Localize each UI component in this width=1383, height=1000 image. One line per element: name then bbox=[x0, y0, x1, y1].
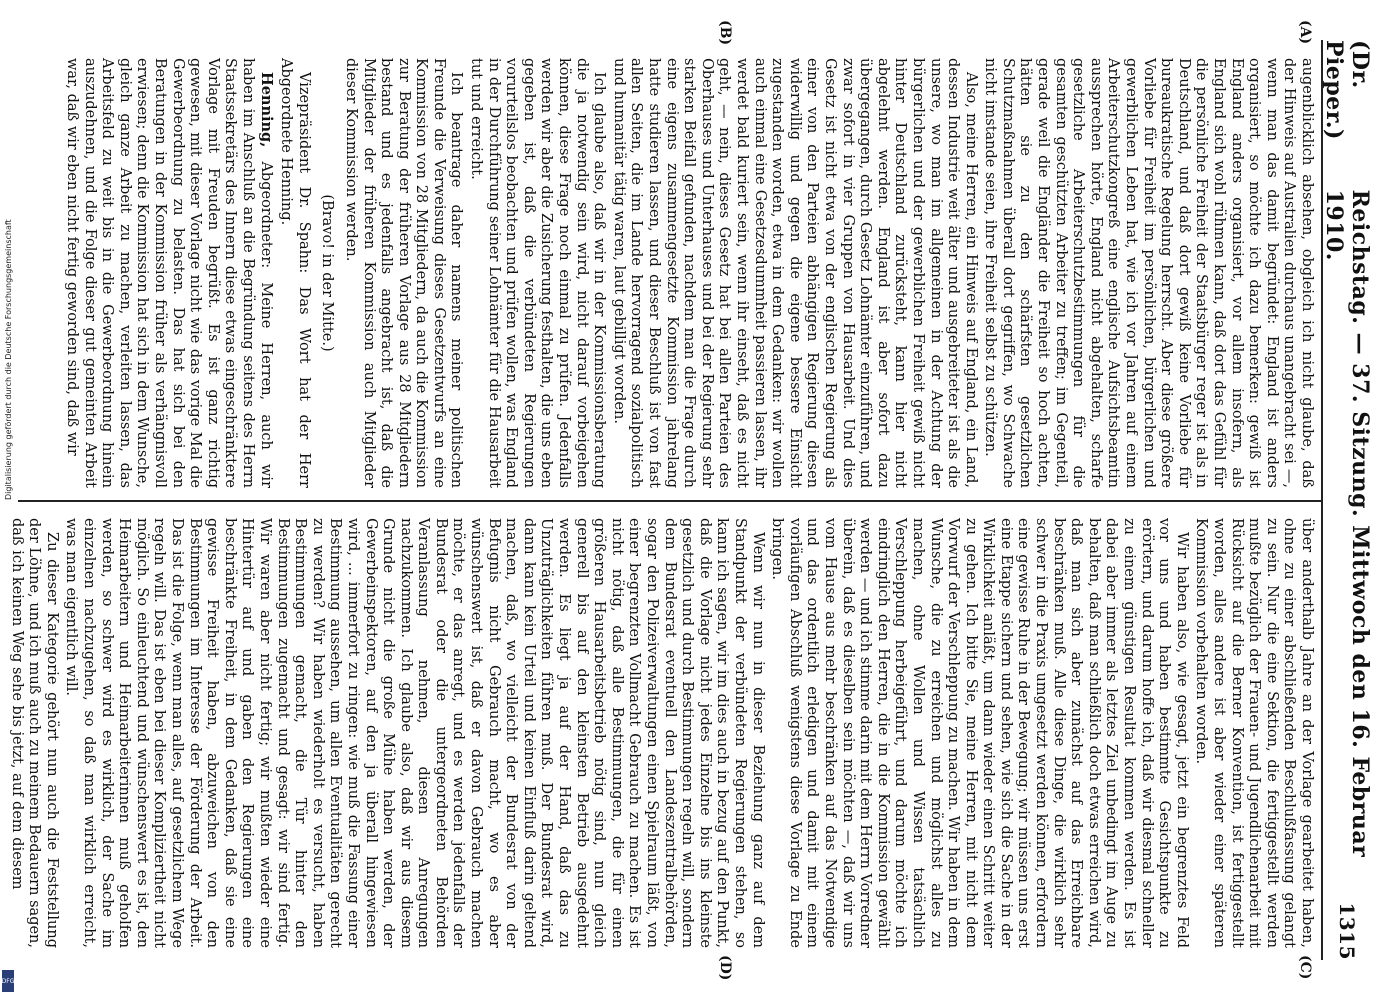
margin-mark-c: (C) bbox=[1297, 955, 1313, 980]
margin-mark-a: (A) bbox=[1297, 20, 1313, 45]
margin-mark-d: (D) bbox=[717, 955, 733, 981]
paragraph: über anderthalb Jahre an der Vorlage gearbeitet haben, ohne zu einer abschließenden Beschlußfassung gelangt zu sein. Nur die eine Sektion, die fertiggestellt werden mußte bezüglich der Frauen- und Jugendlichenarbeit mit Rücksicht auf die Berner Konvention, ist fertiggestellt worden, alles andere ist aber wieder einer späteren Kommission vorbehalten worden. bbox=[1193, 518, 1315, 948]
speech-text: Abgeordneter: Meine Herren, auch wir haben im Anschluß an die Begründung seitens des Herrn Staatssekretärs des Innern diese etwas eingeschränktere Vorlage mit Freuden begrüßt. Es ist ganz richtig gewesen, mit dieser Vorlage nicht wie das vorige Mal die Gewerbeordnung zu belasten. Das hat sich bei den Beratungen in der Kommission früher als verhängnisvoll erwiesen; denn die Kommission hat sich in dem Wunsche, gleich ganze Arbeit zu machen, verleiten lassen, das Arbeitsfeld zu weit bis in die Gewerbeordnung hinein auszudehnen, und die Folge dieser gut gemeinten Arbeit war, daß wir eben nicht fertig geworden sind, daß wir bbox=[64, 58, 274, 488]
page-number: 1315 bbox=[1335, 902, 1359, 960]
paragraph: Ich beantrage daher namens meiner politischen Freunde die Verweisung dieses Gesetzentwurfs an eine Kommission von 28 Mitgliedern, da auch die Kommission zur Beratung der früheren Vorlage aus 28 Mitgliedern bestand und es jedenfalls angebracht ist, daß die Mitglieder der früheren Kommission auch Mitglieder dieser Kommission werden. bbox=[342, 58, 465, 488]
speech-paragraph bbox=[62, 58, 274, 488]
header-left: (Dr. Pieper.) bbox=[1321, 40, 1373, 140]
speaker-name: Henning, bbox=[257, 72, 275, 148]
paragraph: Ich glaube also, daß wir in der Kommissionsberatung die ja notwendig sein wird, nicht darauf vorbeigehen können, diese Frage noch einmal zu prüfen. Jedenfalls werden wir aber die Zusicherung festhalten, die uns eben gegeben ist, daß die verbündeten Regierungen vorurteilslos beobachten und prüfen wollen, was England in der Durchführung seiner Lohnämter für die Hausarbeit tut und erreicht. bbox=[468, 58, 608, 488]
paragraph: Vizepräsident Dr. Spahn: Das Wort hat der Herr Abgeordnete Henning. bbox=[278, 58, 312, 488]
dfg-logo: DFG bbox=[2, 970, 14, 992]
paragraph: Zu dieser Kategorie gehört nun auch die Feststellung der Löhne, und ich muß auch zu meinem Bedauern sagen, daß ich keinen Weg sehe bis jetzt, auf dem diesem bbox=[8, 518, 60, 948]
paragraph: augenblicklich absehen, obgleich ich nicht glaube, daß der Hinweis auf Australien durchaus unangebracht sei —, wenn man das damit begründet: England ist anders organisiert, so möchte ich dazu bemerken: gewiß ist England anders organisiert, vor allem insofern, als England sich wohl rühmen kann, daß dort das Gefühl für die persönliche Freiheit der Staatsbürger reger ist als in Deutschland, und daß dort gewiß keine Vorliebe für bureaukratische Regelung herrscht. Aber diese größere Vorliebe für Freiheit im persönlichen, bürgerlichen und gewerblichen Leben hat, wie ich vor Jahren auf einem Arbeiterschutzkongreß eine englische Aufsichtsbeamtin aussprechen hörte, England nicht abgehalten, scharfe gesetzliche Arbeiterschutzbestimmungen für die gesamten geschützten Arbeiter zu treffen; im Gegenteil, gerade weil die Engländer die Freiheit so hoch achten, hätten sie zu den schärfsten gesetzlichen Schutzmaßnahmen überall dort gegriffen, wo Schwache nicht imstande seien, ihre Freiheit selbst zu schützen. bbox=[982, 58, 1315, 488]
left-column bbox=[20, 58, 1315, 488]
header-title: Reichstag. — 37. Sitzung. Mittwoch den 16. Februar 1910. bbox=[1321, 189, 1373, 858]
page-header bbox=[1321, 40, 1373, 960]
paragraph: Also, meine Herren, ein Hinweis auf England, ein Land, dessen Industrie weit älter und ausgebreiteter ist als die unsere, wo man im allgemeinen in der Achtung der bürgerlichen und der gewerblichen Freiheit gewiß nicht hinter Deutschland zurücksteht, kann hier nicht abgelehnt werden. England ist aber sofort dazu übergegangen, durch Gesetz Lohnämter einzuführen, und zwar sofort in vier Gruppen von Hausarbeit. Und dies Gesetz ist nicht etwa von der englischen Regierung als einer von den Parteien abhängigen Regierung diesen widerwillig und gegen die eigene bessere Einsicht zugestanden worden, etwa in dem Gedanken: wir wollen auch einmal eine Gesetzesdummheit passieren lassen, ihr werdet bald kuriert sein, wenn ihr einseht, daß es nicht geht, — nein, dieses Gesetz hat bei allen Parteien des Oberhauses und Unterhauses und bei der Regierung sehr starken Beifall gefunden, nachdem man die Frage durch eine eigens zusammengesetzte Kommission jahrelang hatte studieren lassen, und dieser Beschluß ist von fast allen Seiten, die im Lande hervorragend sozialpolitisch und humanitär tätig waren, laut gebilligt worden. bbox=[610, 58, 979, 488]
margin-mark-b: (B) bbox=[717, 20, 733, 46]
paragraph: Wir haben also, wie gesagt, jetzt ein begrenztes Feld vor uns und haben bestimmte Gesichtspunkte zu erörtern, und darum hoffe ich, daß wir diesmal schneller zu einem günstigen Resultat kommen werden. Es ist dabei aber immer als letztes Ziel unbedingt im Auge zu behalten, daß man schließlich doch etwas erreichen wird, daß man sich aber zunächst auf das Erreichbare beschränken muß. Alle diese Dinge, die wirklich sehr schwer in die Praxis umgesetzt werden können, erfordern eine gewisse Ruhe in der Bewegung; wir müssen uns erst eine Etappe sichern und sehen, wie sich die Sache in der Wirklichkeit anläßt, um dann wieder einen Schritt weiter zu gehen. Ich bitte Sie, meine Herren, mit nicht dem Vorwurf der Verschleppung zu machen. Wir haben in dem Wunsche, die zu erreichen und möglichst alles zu machen, ohne Wollen und Wissen tatsächlich Verschleppung herbeigeführt, und darum möchte ich eindringlich den Herren, die in die Kommission gewählt werden — und ich stimme darin mit dem Herrn Vorredner überein, daß es dieselben sein möchten —, daß wir uns vom Hause aus mehr beschränken auf das Notwendige und das ordentlich erledigen und damit mit einem vorläufigen Abschluß wenigstens diese Vorlage zu Ende bringen. bbox=[769, 518, 1190, 948]
header-rule bbox=[1321, 40, 1323, 960]
digitization-credit: Digitalisierung gefördert durch die Deutsche Forschungsgemeinschaft bbox=[4, 219, 13, 500]
column-separator bbox=[18, 500, 1321, 502]
applause-note: (Bravo! in der Mitte.) bbox=[319, 194, 336, 352]
right-column bbox=[8, 518, 1315, 948]
paragraph: Wenn wir nun in dieser Beziehung ganz auf dem Standpunkt der verbündeten Regierungen stehen, so kann ich sagen, wir im dies auch in bezug auf den Punkt, daß die Vorlage nicht jedes Einzelne bis ins kleinste gesetzlich und durch Bestimmungen regeln will, sondern dem Bundesrat eventuell den Landeszentralbehörden, sogar den Polizeiverwaltungen einen Spielraum läßt, von einer begrenzten Vollmacht Gebrauch zu machen. Es ist nicht nötig, daß alle Bestimmungen, die für einen größeren Hausarbeitsbetrieb nötig sind, nun gleich generell bis auf den kleinsten Betrieb ausgedehnt werden. Es liegt ja auf der Hand, daß das zu Unzuträglichkeiten führen muß. Der Bundesrat wird, dann kann kein Urteil und keinen Einfluß darin geltend machen, daß, wo vielleicht der Bundesrat von der Befugnis nicht Gebrauch macht, wo es aber wünschenswert ist, daß er davon Gebrauch machen möchte, er das anregt, und es werden jedenfalls der Bundesrat oder die untergeordneten Behörden Veranlassung nehmen, diesen Anregungen nachzukommen. Ich glaube also, daß wir aus diesem Grunde nicht die große Mühe haben werden, der Gewerbeinspektoren, auf den ja überall hingewiesen wird, ... immerfort zu ringen: wie muß die Fassung einer Bestimmung aussehen, um allen Eventualitäten gerecht zu werden? Wir haben wiederholt es versucht, haben Bestimmungen gemacht, die Tür hinter den Bestimmungen zugemacht und gesagt: wir sind fertig. Wir waren aber nicht fertig; wir mußten wieder eine Hintertür auf und gaben den Regierungen eine beschränkte Freiheit, in dem Gedanken, daß sie eine gewisse Freiheit haben, abzuweichen von den Bestimmungen im Interesse der Förderung der Arbeit. Das ist die Folge, wenn man alles, auf gesetzlichem Wege regeln will. Das ist eben bei dieser Kompliziertheit nicht möglich. So einleuchtend und wünschenswert es ist, den Heimarbeitern und Heimarbeiterinnen muß geholfen werden, so schwer wird es wirklich, der Sache im einzelnen nachzugehen, so daß man wirklich erreicht, was man eigentlich will. bbox=[63, 518, 766, 948]
